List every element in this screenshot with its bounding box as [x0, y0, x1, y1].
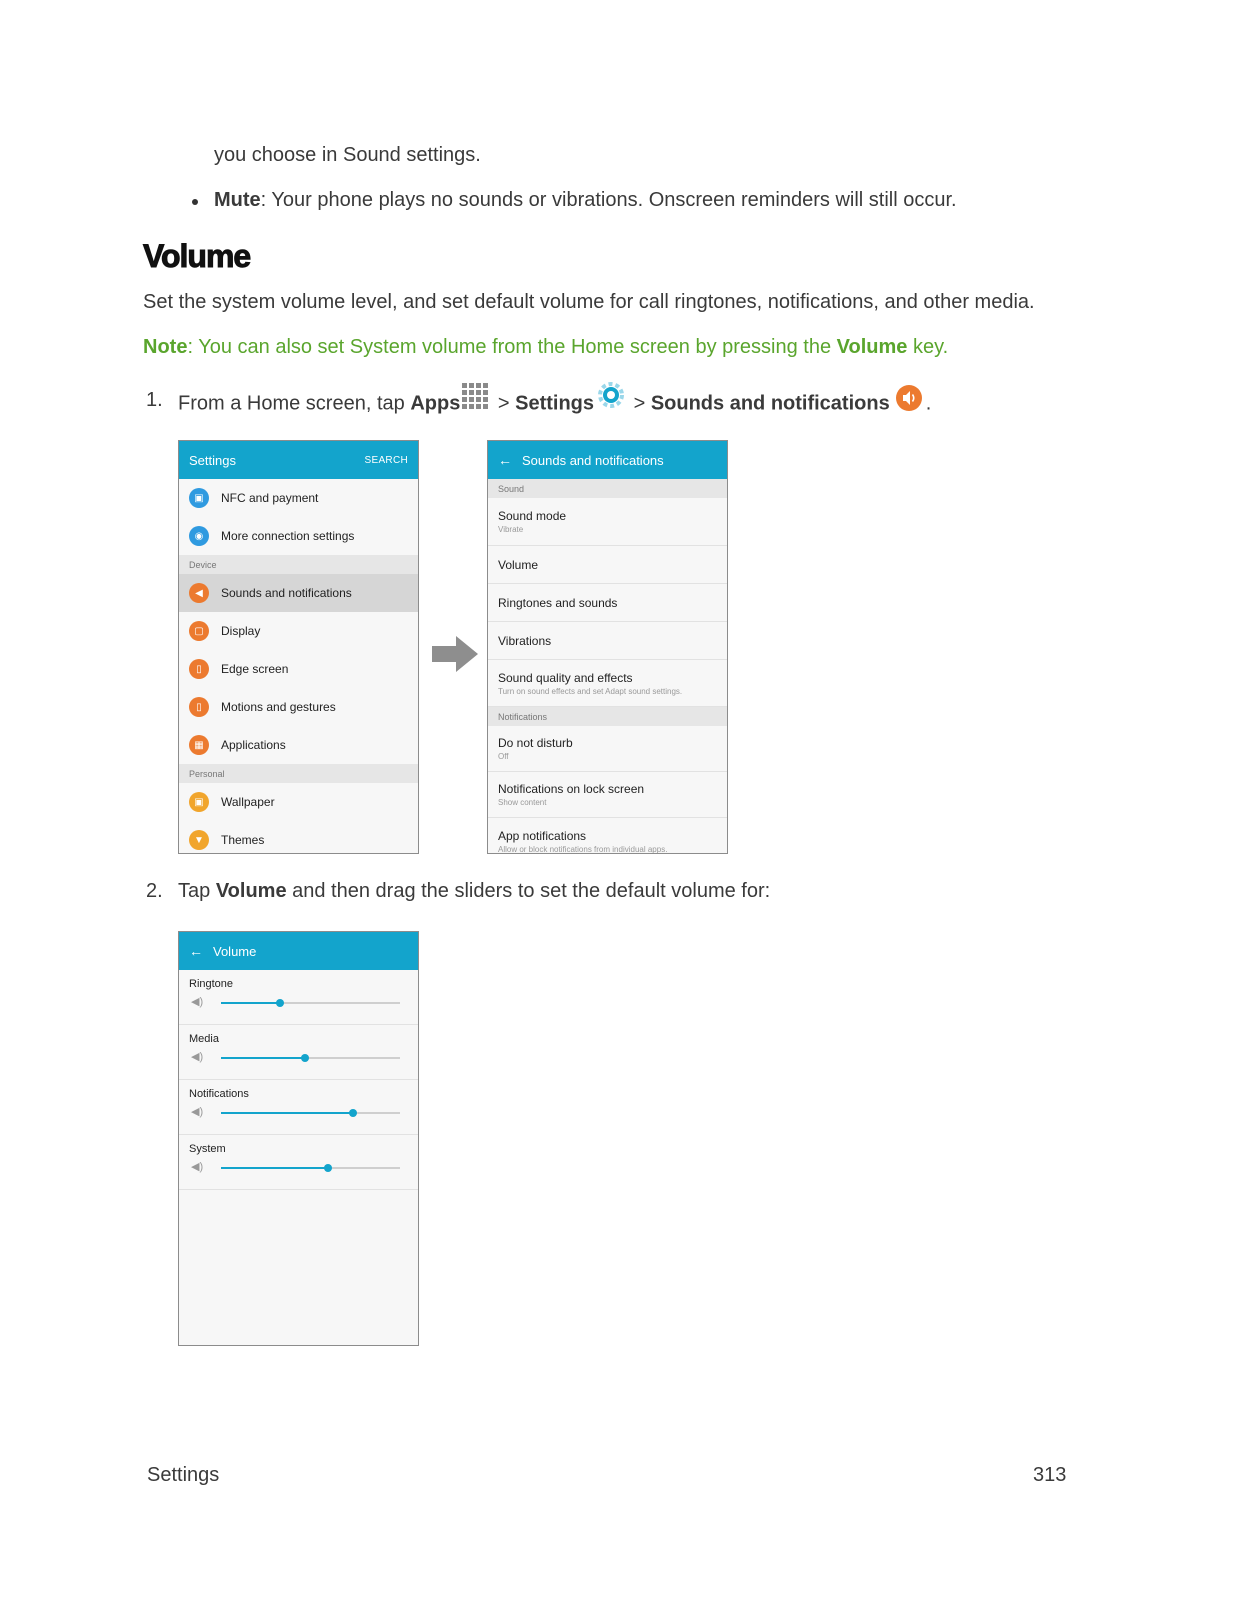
- slider-fill: [221, 1112, 353, 1114]
- row-subtitle: Turn on sound effects and set Adapt sound settings.: [498, 686, 683, 696]
- bullet-mute: [214, 188, 957, 212]
- vibrations-row[interactable]: [488, 622, 727, 660]
- volume-title: Volume: [213, 943, 257, 959]
- sound-quality-row[interactable]: [488, 660, 727, 707]
- note-text-end: key.: [907, 336, 949, 358]
- volume-slider[interactable]: [189, 1159, 408, 1175]
- settings-app-bar: [179, 441, 418, 479]
- slider-track[interactable]: [221, 1057, 400, 1059]
- slider-track[interactable]: [221, 1002, 400, 1004]
- volume-slider-list: [179, 970, 418, 1190]
- nfc-icon: ▣: [189, 488, 209, 508]
- slider-knob[interactable]: [276, 999, 284, 1007]
- step2-number: 2.: [146, 880, 163, 902]
- sounds-title: Sounds and notifications: [522, 452, 664, 468]
- bullet-text: : Your phone plays no sounds or vibrations. Onscreen reminders will still occur.: [260, 189, 957, 211]
- settings-item-edge-screen[interactable]: [179, 650, 418, 688]
- slider-fill: [221, 1167, 328, 1169]
- step1-number: 1.: [146, 389, 163, 411]
- sound-mode-row[interactable]: [488, 498, 727, 546]
- volume-row-notifications: [179, 1080, 418, 1135]
- row-subtitle: Vibrate: [498, 525, 524, 534]
- step1-apps: Apps: [410, 392, 461, 415]
- row-title: Volume: [498, 557, 539, 572]
- lock-screen-notifications-row[interactable]: [488, 772, 727, 818]
- section-header-notifications: Notifications: [488, 707, 727, 726]
- back-arrow-icon[interactable]: ←: [189, 943, 203, 959]
- speaker-icon: ◀): [191, 1051, 204, 1063]
- note-paragraph: [143, 335, 948, 359]
- settings-item-more-connection[interactable]: [179, 517, 418, 555]
- volume-slider[interactable]: [189, 1104, 408, 1120]
- volume-row-system: [179, 1135, 418, 1190]
- row-title: Notifications on lock screen: [498, 782, 645, 796]
- section-header-device: Device: [179, 555, 418, 574]
- slider-track[interactable]: [221, 1167, 400, 1169]
- section-heading: Volume: [143, 238, 251, 274]
- wallpaper-icon: ▣: [189, 792, 209, 812]
- row-subtitle: Off: [498, 752, 509, 761]
- step1-end: .: [925, 392, 932, 415]
- step2-bold: Volume: [215, 880, 287, 902]
- settings-item-label: Motions and gestures: [221, 700, 336, 714]
- volume-app-bar: [179, 932, 418, 970]
- settings-item-label: More connection settings: [221, 529, 355, 543]
- sounds-icon: [894, 383, 926, 413]
- footer-section: Settings: [147, 1464, 220, 1486]
- step2-text: [178, 879, 770, 903]
- volume-row-ringtone: [179, 970, 418, 1025]
- motions-icon: ▯: [189, 697, 209, 717]
- step1-settings: Settings: [515, 392, 595, 415]
- edge-screen-icon: ▯: [189, 659, 209, 679]
- slider-fill: [221, 1057, 305, 1059]
- row-subtitle: Allow or block notifications from individual apps.: [498, 844, 668, 854]
- volume-slider[interactable]: [189, 994, 408, 1010]
- row-title: Sound quality and effects: [498, 670, 633, 685]
- display-icon: ▢: [189, 621, 209, 641]
- slider-fill: [221, 1002, 280, 1004]
- back-arrow-icon[interactable]: ←: [498, 452, 512, 468]
- settings-item-display[interactable]: [179, 612, 418, 650]
- page-number: 313: [1033, 1464, 1067, 1486]
- speaker-icon: ◀): [191, 996, 204, 1008]
- arrow-right-icon: [430, 633, 480, 680]
- intro-paragraph: Set the system volume level, and set default volume for call ringtones, notifications, and other media.: [143, 291, 1035, 313]
- settings-item-motions[interactable]: [179, 688, 418, 726]
- note-key: Volume: [836, 336, 908, 358]
- row-title: App notifications: [498, 828, 587, 843]
- slider-track[interactable]: [221, 1112, 400, 1114]
- note-text: : You can also set System volume from the Home screen by pressing the: [187, 336, 837, 358]
- bullet-dot: [192, 199, 198, 205]
- do-not-disturb-row[interactable]: [488, 726, 727, 772]
- settings-item-label: Applications: [221, 738, 286, 752]
- sounds-screenshot: [487, 440, 728, 854]
- settings-item-nfc[interactable]: [179, 479, 418, 517]
- slider-knob[interactable]: [324, 1164, 332, 1172]
- themes-icon: ▼: [189, 830, 209, 850]
- settings-item-applications[interactable]: [179, 726, 418, 764]
- step1-sounds: Sounds and notifications: [650, 392, 890, 415]
- gear-icon: [594, 380, 628, 412]
- settings-title: Settings: [189, 452, 236, 468]
- volume-label: System: [189, 1143, 226, 1155]
- section-header-sound: Sound: [488, 479, 727, 498]
- step2-post: and then drag the sliders to set the default volume for:: [286, 880, 771, 902]
- settings-item-label: Edge screen: [221, 662, 289, 676]
- settings-item-label: NFC and payment: [221, 491, 319, 505]
- search-button[interactable]: SEARCH: [364, 454, 408, 466]
- note-label: Note: [143, 336, 188, 358]
- speaker-icon: ◀): [191, 1161, 204, 1173]
- settings-screenshot: [178, 440, 419, 854]
- ringtones-row[interactable]: [488, 584, 727, 622]
- volume-row-media: [179, 1025, 418, 1080]
- settings-item-label: Themes: [221, 833, 265, 847]
- settings-item-label: Wallpaper: [221, 795, 275, 809]
- settings-item-themes[interactable]: [179, 821, 418, 854]
- section-header-personal: Personal: [179, 764, 418, 783]
- row-title: Do not disturb: [498, 736, 573, 750]
- settings-item-label: Sounds and notifications: [221, 586, 352, 600]
- speaker-icon: ◀): [191, 1106, 204, 1118]
- bullet-term: Mute: [214, 189, 261, 211]
- row-title: Sound mode: [498, 509, 567, 523]
- applications-icon: ▦: [189, 735, 209, 755]
- speaker-icon: ◀: [189, 583, 209, 603]
- volume-screenshot: [178, 931, 419, 1346]
- app-notifications-row[interactable]: [488, 818, 727, 854]
- row-subtitle: Show content: [498, 798, 547, 807]
- sounds-app-bar: [488, 441, 727, 479]
- settings-item-wallpaper[interactable]: [179, 783, 418, 821]
- volume-label: Media: [189, 1033, 219, 1045]
- step1-pre: From a Home screen, tap: [178, 392, 411, 415]
- volume-row[interactable]: [488, 546, 727, 584]
- volume-label: Ringtone: [189, 978, 234, 990]
- volume-slider[interactable]: [189, 1049, 408, 1065]
- apps-grid-icon: [460, 381, 492, 411]
- row-title: Ringtones and sounds: [498, 595, 618, 610]
- slider-knob[interactable]: [349, 1109, 357, 1117]
- step1-sep1: >: [492, 392, 516, 415]
- volume-label: Notifications: [189, 1088, 249, 1100]
- settings-item-sounds[interactable]: [179, 574, 418, 612]
- connection-icon: ◉: [189, 526, 209, 546]
- slider-knob[interactable]: [301, 1054, 309, 1062]
- settings-item-label: Display: [221, 624, 261, 638]
- step2-pre: Tap: [178, 880, 216, 902]
- row-title: Vibrations: [498, 633, 552, 648]
- step1-text: [178, 388, 931, 420]
- step1-sep2: >: [628, 392, 651, 415]
- continuation-text: you choose in Sound settings.: [214, 144, 481, 166]
